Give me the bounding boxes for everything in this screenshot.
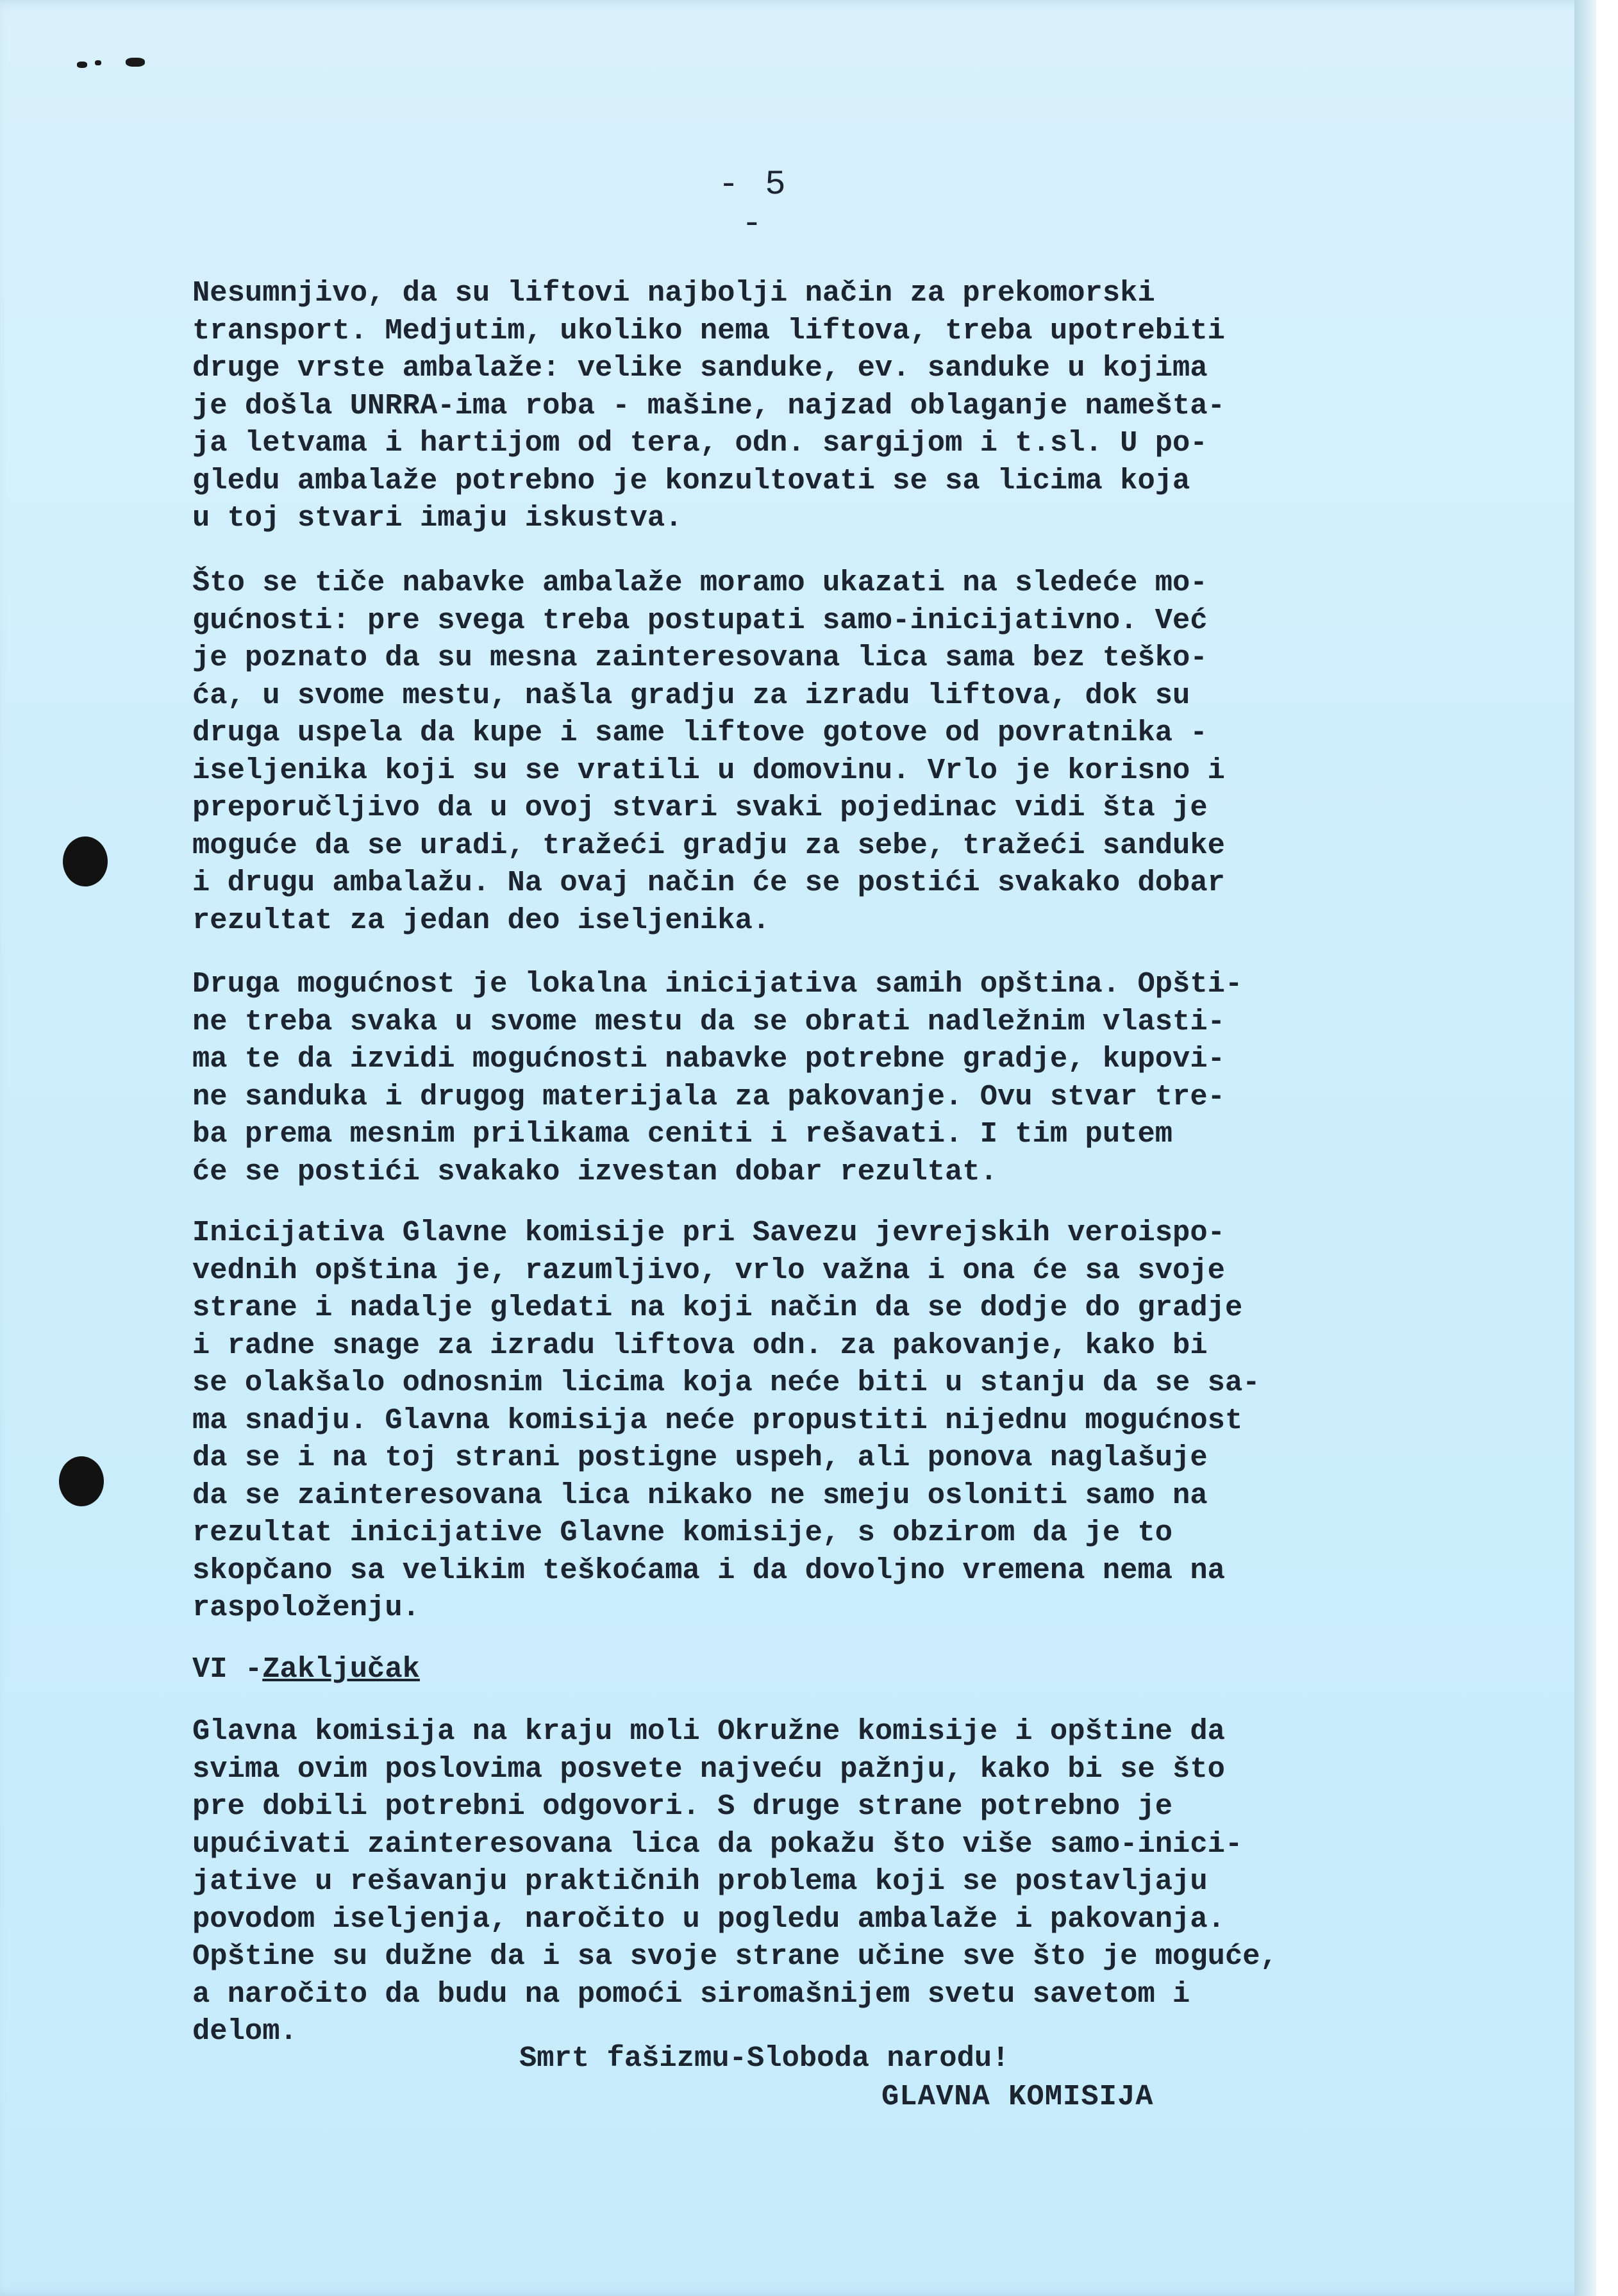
page-number: - 5 - (718, 165, 788, 244)
closing-salutation: Smrt fašizmu-Sloboda narodu! (519, 2042, 1010, 2075)
paragraph-nabavka-ambalaze: Što se tiče nabavke ambalaže moramo ukazati na sledeće mo- gućnosti: pre svega treba postupati samo-inicijativno. Već je poznato da su mesna zainteresovana lica sama bez teško- ća, u svome mestu, našla gradju za izradu liftova, dok su druga uspela da kupe i same liftove gotove od povratnika - iseljenika koji su se vratili u domovinu. Vrlo je korisno i preporučljivo da u ovoj stvari svaki pojedinac vidi šta je moguće da se uradi, tražeći gradju za sebe, tražeći sanduke i drugu ambalažu. Na ovaj način će se postići svakako dobar rezultat za jedan deo iseljenika. (192, 566, 1225, 937)
ink-speck (77, 62, 87, 68)
punch-hole (63, 836, 108, 886)
section-number: VI - (192, 1652, 263, 1686)
section-heading (192, 1652, 420, 1686)
signature: GLAVNA KOMISIJA (881, 2080, 1154, 2113)
ink-speck (95, 60, 101, 65)
paragraph-lokalna-inicijativa: Druga mogućnost je lokalna inicijativa samih opština. Opšti- ne treba svaka u svome mestu da se obrati nadležnim vlasti- ma te da izvidi mogućnosti nabavke potrebne gradje, kupovi- ne sanduka i drugog materijala za pakovanje. Ovu stvar tre- ba prema mesnim prilikama ceniti i rešavati. I tim putem će se postići svakako izvestan dobar rezultat. (192, 967, 1243, 1188)
section-title: Zaključak (262, 1652, 420, 1686)
paragraph-inicijativa-glavne-komisije: Inicijativa Glavne komisije pri Savezu jevrejskih veroispo- vednih opština je, razumljivo, vrlo važna i ona će sa svoje strane i nadalje gledati na koji način da se dodje do gradje i radne snage za izradu liftova odn. za pakovanje, kako bi se olakšalo odnosnim licima koja neće biti u stanju da se sa- ma snadju. Glavna komisija neće propustiti nijednu mogućnost da se i na toj strani postigne uspeh, ali ponova naglašuje da se zainteresovana lica nikako ne smeju osloniti samo na rezultat inicijative Glavne komisije, s obzirom da je to skopčano sa velikim teškoćama i da dovoljno vremena nema na raspoloženju. (192, 1216, 1260, 1624)
paragraph-liftovi: Nesumnjivo, da su liftovi najbolji način za prekomorski transport. Medjutim, ukoliko nema liftova, treba upotrebiti druge vrste ambalaže: velike sanduke, ev. sanduke u kojima je došla UNRRA-ima roba - mašine, najzad oblaganje namešta- ja letvama i hartijom od tera, odn. sargijom i t.sl. U po- gledu ambalaže potrebno je konzultovati se sa licima koja u toj stvari imaju iskustva. (192, 276, 1225, 535)
paragraph-zakljucak: Glavna komisija na kraju moli Okružne komisije i opštine da svima ovim poslovima posvete najveću pažnju, kako bi se što pre dobili potrebni odgovori. S druge strane potrebno je upućivati zainteresovana lica da pokažu što više samo-inici- jative u rešavanju praktičnih problema koji se postavljaju povodom iseljenja, naročito u pogledu ambalaže i pakovanja. Opštine su dužne da i sa svoje strane učine sve što je moguće, a naročito da budu na pomoći siromašnijem svetu savetom i delom. (192, 1715, 1278, 2048)
punch-hole (59, 1456, 104, 1506)
ink-speck (126, 58, 145, 67)
page-edge (1574, 0, 1596, 2296)
